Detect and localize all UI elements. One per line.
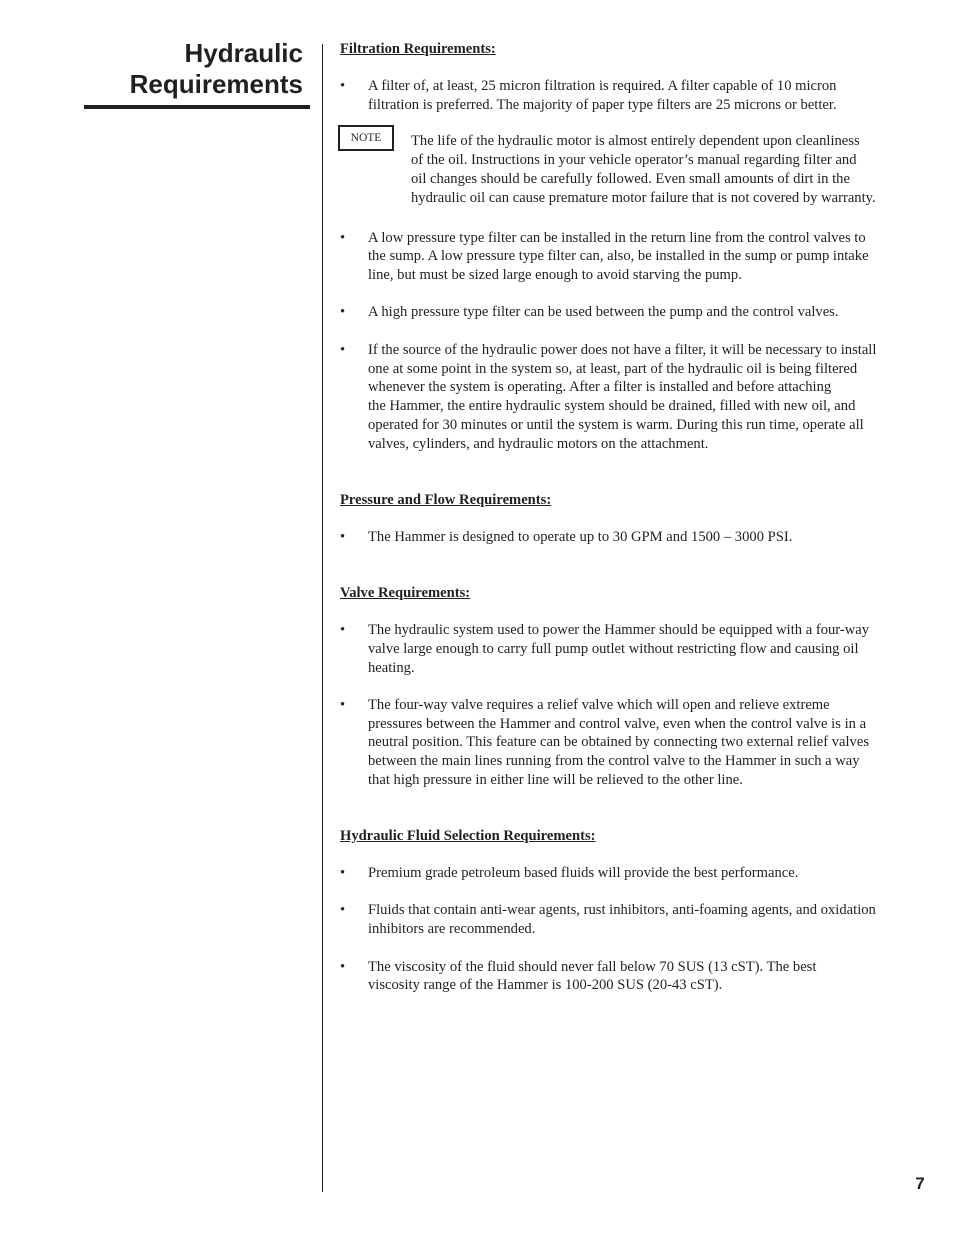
list-item: • Fluids that contain anti-wear agents, rust inhibitors, anti-foaming agents, and oxidation inhibitors are recommended. — [340, 902, 876, 938]
bullet-icon: • — [340, 696, 346, 713]
bullet-icon: • — [340, 865, 346, 882]
pressure-flow-heading: Pressure and Flow Requirements: — [340, 491, 552, 508]
note-label-box: NOTE — [338, 125, 394, 151]
list-item: • A filter of, at least, 25 micron filtration is required. A filter capable of 10 micron filtration is preferred. The majority of paper type filters are 25 microns or better. — [340, 77, 837, 113]
column-divider — [322, 44, 323, 1192]
bullet-icon: • — [340, 958, 346, 975]
list-item: • The Hammer is designed to operate up to 30 GPM and 1500 – 3000 PSI. — [340, 528, 793, 545]
title-underline-rule — [84, 105, 310, 109]
page-title-line-2: Requirements — [129, 69, 303, 99]
list-item: • The four-way valve requires a relief valve which will open and relieve extreme pressures between the Hammer and control valve, even when the control valve is in a neutral position. This feature can be obtained by connecting two external relief valves between the main lines running from the control valve to the Hammer in such a way that high pressure in either line will be relieved to the other line. — [340, 696, 870, 789]
fluid-selection-heading: Hydraulic Fluid Selection Requirements: — [340, 827, 596, 844]
bullet-icon: • — [340, 341, 346, 358]
main-content — [340, 40, 922, 995]
valve-heading: Valve Requirements: — [340, 584, 471, 601]
bullet-icon: • — [340, 304, 346, 321]
bullet-icon: • — [340, 229, 346, 246]
list-item: • If the source of the hydraulic power does not have a filter, it will be necessary to install one at some point in the system so, at least, part of the hydraulic oil is being filtered whenever the system is operating. After a filter is installed and before attaching the Hammer, the entire hydraulic system should be drained, filled with new oil, and operated for 30 minutes or until the system is warm. During this run time, operate all valves, cylinders, and hydraulic motors on the attachment. — [340, 341, 877, 452]
page-title — [63, 38, 303, 100]
page-title-line-1: Hydraulic — [184, 38, 303, 68]
bullet-icon: • — [340, 621, 346, 638]
page-number: 7 — [915, 1174, 925, 1193]
list-item: • The hydraulic system used to power the Hammer should be equipped with a four-way valve large enough to carry full pump outlet without restricting flow and causing oil heating. — [340, 621, 870, 676]
list-item: • A low pressure type filter can be installed in the return line from the control valves to the sump. A low pressure type filter can, also, be installed in the sump or pump intake line, but must be sized large enough to avoid starving the pump. — [340, 229, 869, 284]
bullet-icon: • — [340, 77, 346, 94]
list-item: • A high pressure type filter can be used between the pump and the control valves. — [340, 304, 839, 321]
bullet-icon: • — [340, 902, 346, 919]
note-block: NOTE The life of the hydraulic motor is almost entirely dependent upon cleanliness of the oil. Instructions in your vehicle operator’s manual regarding filter and oil changes should be carefully followed. Even small amounts of dirt in the hydraulic oil can cause premature motor failure that is not covered by warranty. — [340, 132, 922, 207]
list-item: • The viscosity of the fluid should never fall below 70 SUS (13 cST). The best viscosity range of the Hammer is 100-200 SUS (20-43 cST). — [340, 958, 817, 994]
list-item: • Premium grade petroleum based fluids will provide the best performance. — [340, 865, 799, 882]
filtration-heading: Filtration Requirements: — [340, 41, 496, 57]
bullet-icon: • — [340, 528, 346, 545]
